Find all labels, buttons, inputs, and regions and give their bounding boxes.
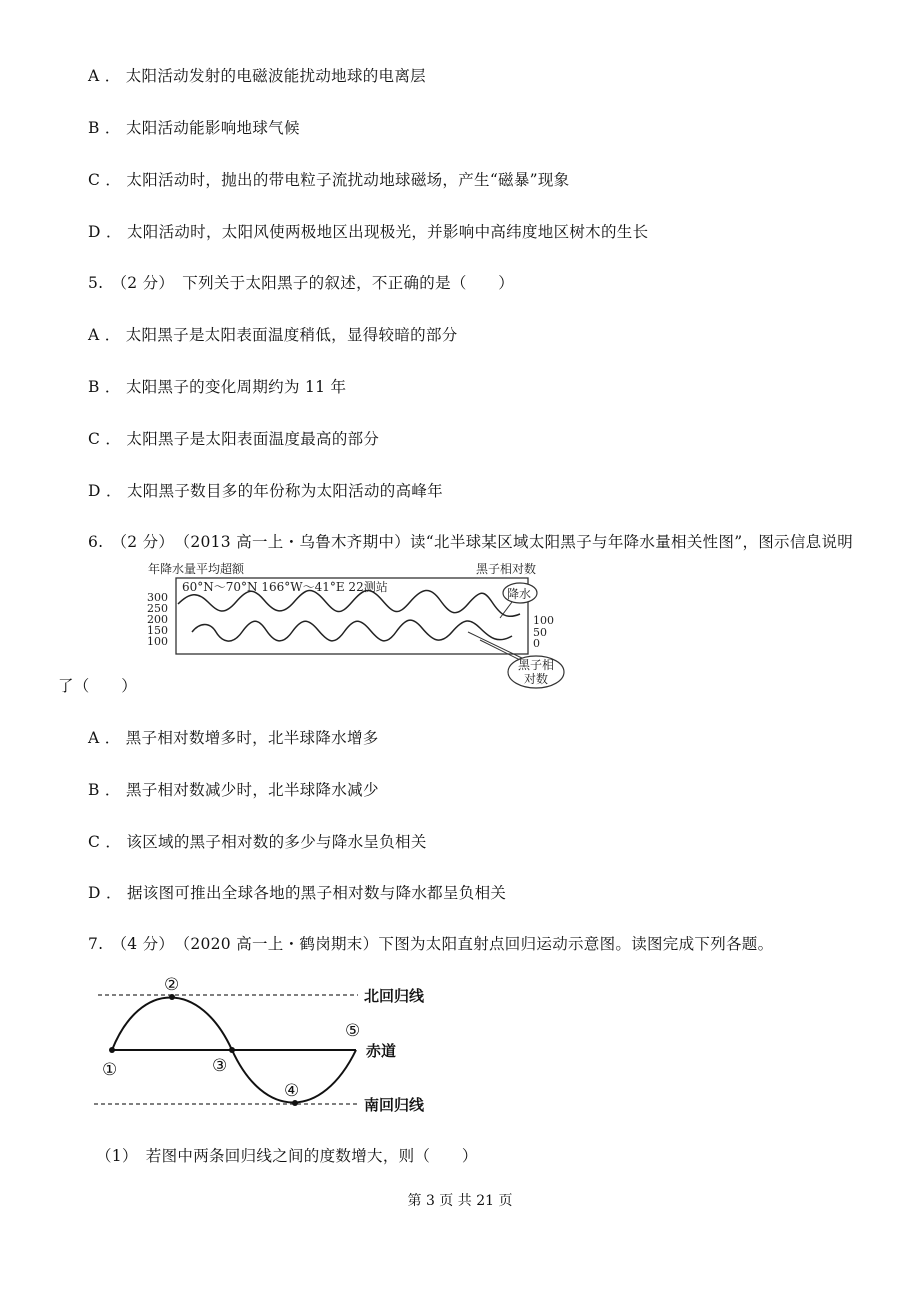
- option-d-q4: D ． 太阳活动时，太阳风使两极地区出现极光，并影响中高纬度地区树木的生长: [88, 223, 649, 241]
- fig1-tick-r0: 0: [533, 637, 540, 650]
- option-d-q6: D ． 据该图可推出全球各地的黑子相对数与降水都呈负相关: [88, 884, 507, 902]
- sunspot-curve: [192, 620, 512, 641]
- fig1-left-title: 年降水量平均超额: [148, 562, 245, 576]
- question-5: 5. （2 分） 下列关于太阳黑子的叙述，不正确的是（ ）: [88, 274, 515, 292]
- sunspot-precipitation-figure: [140, 560, 555, 690]
- fig1-tick-150: 150: [147, 624, 168, 637]
- question-7-sub-1: （1） 若图中两条回归线之间的度数增大，则（ ）: [96, 1147, 478, 1165]
- point-3-label: ③: [212, 1056, 228, 1076]
- point-3-dot: [229, 1047, 235, 1053]
- page-footer: 第 3 页 共 21 页: [407, 1193, 513, 1209]
- option-b-q6: B ． 黑子相对数减少时，北半球降水减少: [88, 781, 379, 799]
- option-b-q5: B ． 太阳黑子的变化周期约为 11 年: [88, 378, 347, 396]
- sunspot-callout-pointer-1: [468, 632, 526, 660]
- fig1-tick-r100: 100: [533, 614, 554, 627]
- sunspot-callout-label-1: 黑子相: [518, 658, 555, 672]
- option-a-q6: A ． 黑子相对数增多时，北半球降水增多: [88, 729, 379, 747]
- point-2-label: ②: [164, 975, 180, 995]
- subsolar-point-curve-figure: [90, 970, 450, 1120]
- option-c-q6: C ． 该区域的黑子相对数的多少与降水呈负相关: [88, 833, 427, 851]
- option-c-q4: C ． 太阳活动时，抛出的带电粒子流扰动地球磁场，产生“磁暴”现象: [88, 171, 570, 189]
- option-a-q5: A ． 太阳黑子是太阳表面温度稍低，显得较暗的部分: [88, 326, 458, 344]
- point-5-label: ⑤: [345, 1021, 361, 1041]
- fig1-tick-250: 250: [147, 602, 168, 615]
- fig1-right-title: 黑子相对数: [476, 562, 537, 576]
- point-1-label: ①: [102, 1060, 118, 1080]
- point-4-label: ④: [284, 1081, 300, 1101]
- tropic-of-capricorn-label: 南回归线: [364, 1096, 425, 1114]
- fig1-tick-r50: 50: [533, 626, 547, 639]
- fig1-tick-300: 300: [147, 591, 168, 604]
- option-a-q4: A ． 太阳活动发射的电磁波能扰动地球的电离层: [88, 67, 426, 85]
- fig1-tick-100: 100: [147, 635, 168, 648]
- precipitation-curve: [178, 590, 520, 616]
- fig1-header: 60°N～70°N 166°W～41°E 22测站: [182, 580, 388, 594]
- fig1-tick-200: 200: [147, 613, 168, 626]
- sunspot-callout-label-2: 对数: [524, 672, 549, 686]
- question-6: 6. （2 分） （2013 高一上・乌鲁木齐期中）读“北半球某区域太阳黑子与年降水量相关性图”，图示信息说明: [88, 533, 854, 551]
- rain-callout-label: 降水: [507, 587, 532, 601]
- option-b-q4: B ． 太阳活动能影响地球气候: [88, 119, 300, 137]
- equator-label: 赤道: [366, 1042, 397, 1060]
- option-d-q5: D ． 太阳黑子数目多的年份称为太阳活动的高峰年: [88, 482, 443, 500]
- point-1-dot: [109, 1047, 115, 1053]
- tropic-of-cancer-label: 北回归线: [364, 987, 425, 1005]
- question-6-continued: 了（ ）: [58, 677, 138, 695]
- question-7: 7. （4 分） （2020 高一上・鹤岗期末）下图为太阳直射点回归运动示意图。读图完成下列各题。: [88, 935, 774, 953]
- option-c-q5: C ． 太阳黑子是太阳表面温度最高的部分: [88, 430, 380, 448]
